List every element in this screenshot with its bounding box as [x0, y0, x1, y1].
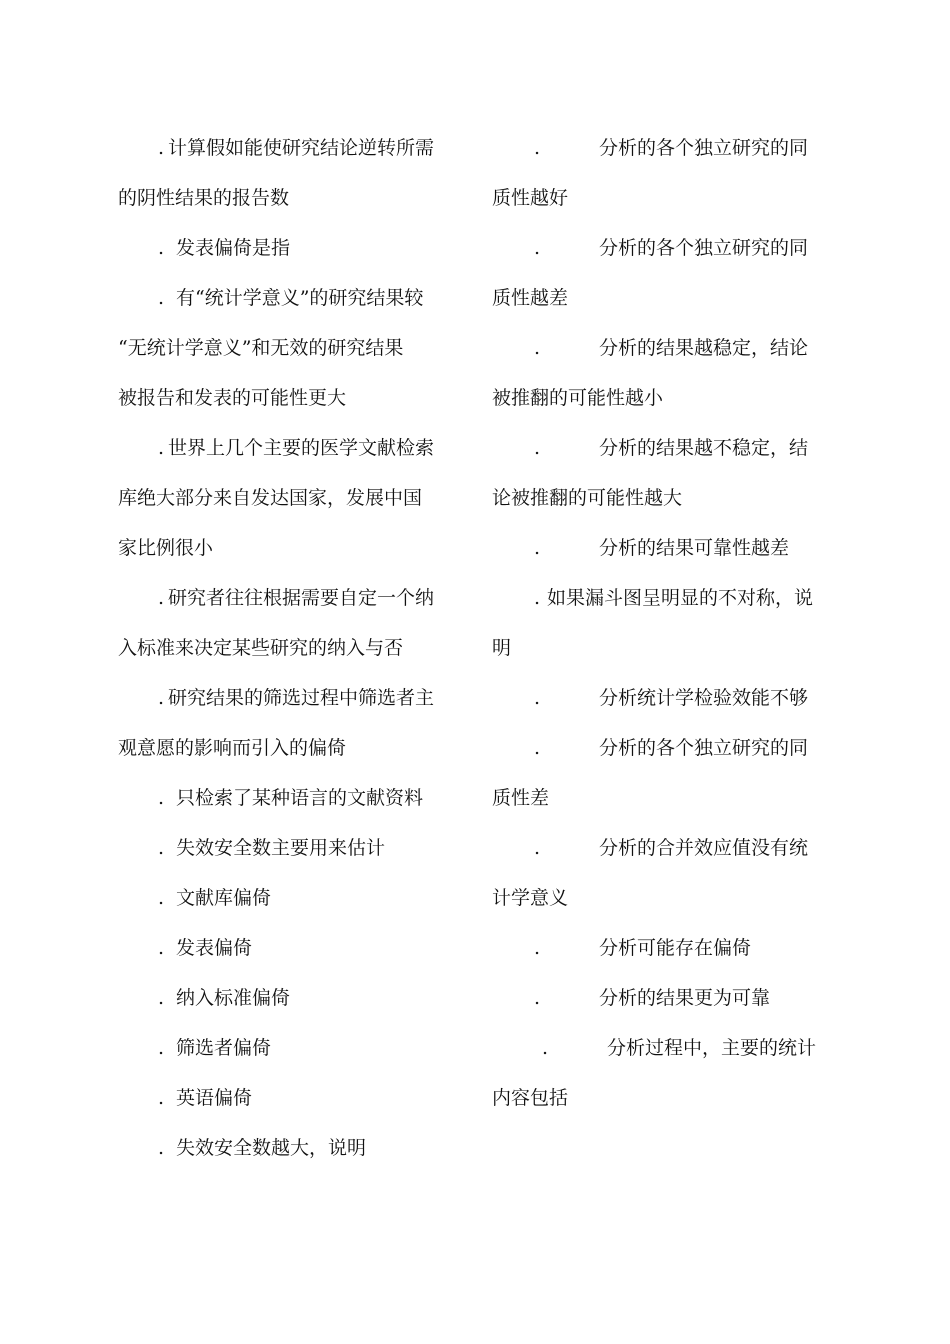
line-text: 分析统计学检验效能不够	[599, 687, 809, 709]
text-line	[118, 1080, 468, 1130]
line-text: 的阴性结果的报告数	[118, 187, 290, 209]
text-line	[492, 780, 837, 830]
text-line	[492, 580, 837, 630]
text-line	[492, 730, 837, 780]
line-text: 计算假如能使研究结论逆转所需	[168, 137, 435, 159]
text-line	[118, 1030, 468, 1080]
line-text: 分析过程中，主要的统计	[607, 1037, 817, 1059]
bullet-dot: .	[534, 437, 541, 459]
text-line	[492, 830, 837, 880]
line-text: 研究者往往根据需要自定一个纳	[168, 587, 435, 609]
left-column	[118, 130, 468, 1180]
bullet-dot: .	[534, 137, 541, 159]
line-text: 发表偏倚	[176, 937, 253, 959]
text-line	[492, 480, 837, 530]
bullet-dot: .	[534, 837, 541, 859]
text-line	[118, 430, 468, 480]
text-line	[118, 530, 468, 580]
bullet-dot: .	[542, 1037, 549, 1059]
bullet-dot: .	[534, 737, 541, 759]
bullet-dot: .	[158, 287, 165, 309]
text-line	[492, 130, 837, 180]
bullet-dot: .	[158, 937, 165, 959]
text-line	[492, 530, 837, 580]
line-text: 分析的各个独立研究的同	[599, 237, 809, 259]
text-line	[118, 380, 468, 430]
line-text: 英语偏倚	[176, 1087, 253, 1109]
right-column	[492, 130, 837, 1130]
bullet-dot: .	[158, 837, 165, 859]
line-text: 世界上几个主要的医学文献检索	[168, 437, 435, 459]
line-text: 研究结果的筛选过程中筛选者主	[168, 687, 435, 709]
line-text: 库绝大部分来自发达国家，发展中国	[118, 487, 423, 509]
line-text: 分析的结果越稳定，结论	[599, 337, 809, 359]
line-text: 分析的合并效应值没有统	[599, 837, 809, 859]
line-text: 有“统计学意义”的研究结果较	[176, 287, 424, 309]
text-line	[492, 280, 837, 330]
text-line	[492, 880, 837, 930]
line-text: 家比例很小	[118, 537, 214, 559]
bullet-dot: .	[158, 687, 165, 709]
text-line	[492, 1030, 837, 1080]
bullet-dot: .	[534, 587, 541, 609]
line-text: 观意愿的影响而引入的偏倚	[118, 737, 347, 759]
text-line	[492, 430, 837, 480]
text-line	[492, 1080, 837, 1130]
text-line	[118, 580, 468, 630]
text-line	[492, 630, 837, 680]
text-line	[492, 380, 837, 430]
line-text: 分析的结果更为可靠	[599, 987, 771, 1009]
bullet-dot: .	[158, 1037, 165, 1059]
text-line	[118, 230, 468, 280]
bullet-dot: .	[534, 237, 541, 259]
bullet-dot: .	[534, 337, 541, 359]
text-line	[118, 980, 468, 1030]
bullet-dot: .	[158, 237, 165, 259]
bullet-dot: .	[158, 987, 165, 1009]
text-line	[492, 230, 837, 280]
bullet-dot: .	[158, 437, 165, 459]
line-text: 筛选者偏倚	[176, 1037, 272, 1059]
bullet-dot: .	[158, 887, 165, 909]
line-text: 纳入标准偏倚	[176, 987, 291, 1009]
bullet-dot: .	[534, 987, 541, 1009]
bullet-dot: .	[534, 937, 541, 959]
text-line	[118, 280, 468, 330]
bullet-dot: .	[158, 1137, 165, 1159]
line-text: 质性越好	[492, 187, 569, 209]
line-text: 被报告和发表的可能性更大	[118, 387, 347, 409]
bullet-dot: .	[534, 687, 541, 709]
line-text: 分析的结果可靠性越差	[599, 537, 790, 559]
line-text: 如果漏斗图呈明显的不对称，说	[547, 587, 814, 609]
line-text: 文献库偏倚	[176, 887, 272, 909]
line-text: 入标准来决定某些研究的纳入与否	[118, 637, 404, 659]
text-line	[492, 980, 837, 1030]
line-text: 分析可能存在偏倚	[599, 937, 752, 959]
line-text: 计学意义	[492, 887, 569, 909]
bullet-dot: .	[158, 137, 165, 159]
line-text: 质性差	[492, 787, 550, 809]
text-line	[118, 330, 468, 380]
line-text: 发表偏倚是指	[176, 237, 291, 259]
line-text: 论被推翻的可能性越大	[492, 487, 683, 509]
bullet-dot: .	[158, 787, 165, 809]
line-text: 明	[492, 637, 512, 659]
text-line	[118, 730, 468, 780]
text-line	[118, 1130, 468, 1180]
line-text: 只检索了某种语言的文献资料	[176, 787, 424, 809]
text-line	[118, 630, 468, 680]
text-line	[118, 680, 468, 730]
line-text: 失效安全数主要用来估计	[176, 837, 386, 859]
line-text: 分析的各个独立研究的同	[599, 137, 809, 159]
text-line	[118, 930, 468, 980]
text-line	[492, 680, 837, 730]
text-line	[492, 180, 837, 230]
text-line	[118, 130, 468, 180]
line-text: 被推翻的可能性越小	[492, 387, 664, 409]
text-line	[118, 830, 468, 880]
text-line	[492, 930, 837, 980]
text-line	[492, 330, 837, 380]
bullet-dot: .	[534, 537, 541, 559]
line-text: 分析的结果越不稳定，结	[599, 437, 809, 459]
bullet-dot: .	[158, 587, 165, 609]
line-text: 质性越差	[492, 287, 569, 309]
line-text: “无统计学意义”和无效的研究结果	[118, 337, 404, 359]
line-text: 内容包括	[492, 1087, 569, 1109]
text-line	[118, 880, 468, 930]
text-line	[118, 780, 468, 830]
line-text: 分析的各个独立研究的同	[599, 737, 809, 759]
text-line	[118, 480, 468, 530]
text-line	[118, 180, 468, 230]
bullet-dot: .	[158, 1087, 165, 1109]
line-text: 失效安全数越大，说明	[176, 1137, 367, 1159]
